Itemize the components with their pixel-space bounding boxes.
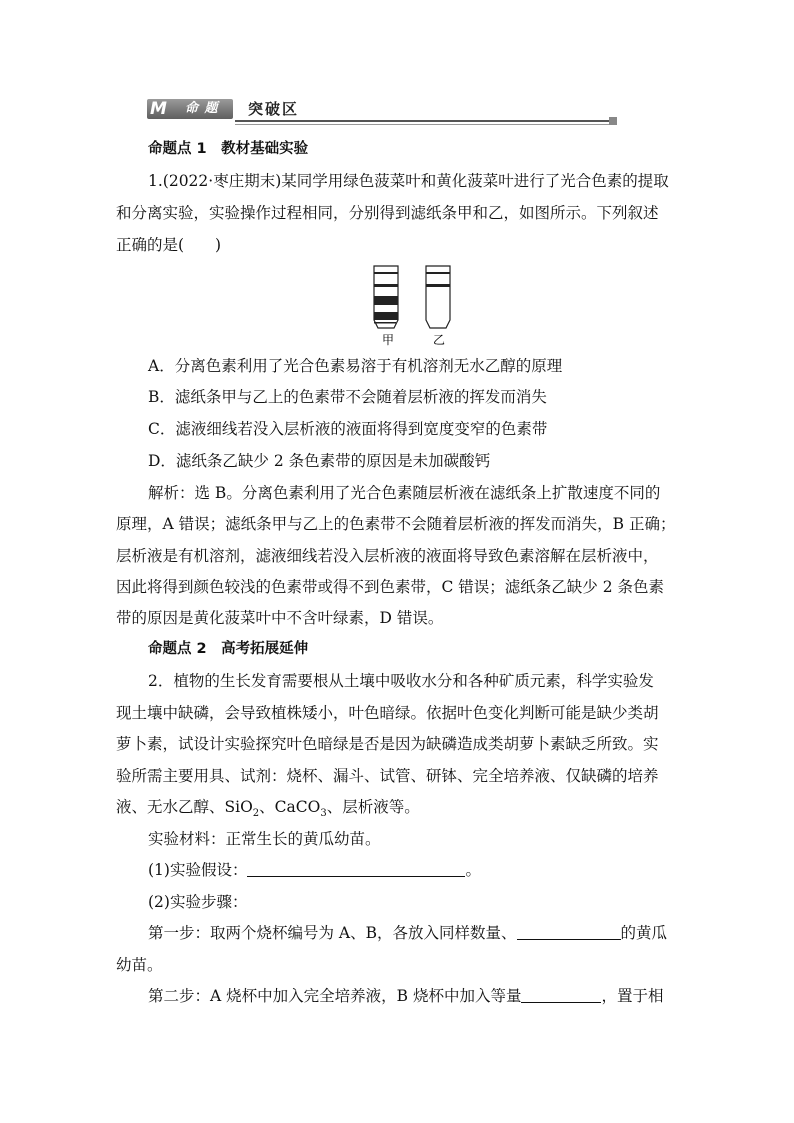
- q2-step1: [148, 922, 667, 944]
- q1-analysis-line4: 因此将得到颜色较浅的色素带或得不到色素带，C 错误；滤纸条乙缺少 2 条色素: [116, 578, 665, 596]
- step1-text-end: 的黄瓜: [620, 924, 668, 942]
- strip-jia: [374, 266, 398, 328]
- q2-hypothesis: [148, 859, 481, 881]
- banner-logo: [147, 99, 233, 119]
- q1-stem-line3: 正确的是( ): [116, 236, 222, 254]
- section-title: 突破区: [248, 100, 300, 118]
- step2-blank[interactable]: [521, 986, 601, 1003]
- caco3-text: 、CaCO: [259, 798, 321, 816]
- banner-rule: [235, 120, 609, 122]
- q2-stem-line5-start: 液、无水乙醇、SiO: [116, 798, 253, 816]
- step2-text-end: ，置于相: [601, 987, 664, 1005]
- q2-stem-line1: 2．植物的生长发育需要根从土壤中吸收水分和各种矿质元素，科学实验发: [148, 672, 654, 690]
- banner-rule-end: [609, 117, 617, 125]
- step1-text: 第一步：取两个烧杯编号为 A、B，各放入同样数量、: [148, 924, 517, 942]
- q2-stem-line4: 验所需主要用具、试剂：烧杯、漏斗、试管、研钵、完全培养液、仅缺磷的培养: [116, 767, 659, 785]
- q2-step2: [148, 985, 663, 1007]
- q1-option-a: A．分离色素利用了光合色素易溶于有机溶剂无水乙醇的原理: [148, 357, 563, 375]
- q1-analysis-line1: 解析：选 B。分离色素利用了光合色素随层析液在滤纸条上扩散速度不同的: [148, 484, 661, 502]
- hypothesis-label: (1)实验假设：: [148, 861, 248, 879]
- q1-figure: [370, 264, 454, 348]
- q2-steps-label: (2)实验步骤：: [148, 893, 248, 911]
- q1-stem-line2: 和分离实验，实验操作过程相同，分别得到滤纸条甲和乙，如图所示。下列叙述: [116, 204, 659, 222]
- q1-stem-line1: 1.(2022·枣庄期末)某同学用绿色菠菜叶和黄化菠菜叶进行了光合色素的提取: [148, 172, 669, 190]
- banner-logo-word: 命 题: [185, 101, 219, 116]
- figure-label-jia: 甲: [382, 333, 395, 347]
- section-banner: [147, 96, 472, 128]
- hypothesis-blank[interactable]: [247, 860, 465, 877]
- hypothesis-end: 。: [465, 861, 481, 879]
- step1-blank[interactable]: [517, 923, 621, 940]
- q1-option-c: C．滤液细线若没入层析液的液面将得到宽度变窄的色素带: [148, 420, 548, 438]
- step2-text: 第二步：A 烧杯中加入完全培养液，B 烧杯中加入等量: [148, 987, 522, 1005]
- point1-heading: 命题点 1 教材基础实验: [148, 141, 309, 157]
- q1-analysis-line3: 层析液是有机溶剂，滤液细线若没入层析液的液面将导致色素溶解在层析液中，: [116, 547, 659, 565]
- point2-heading: 命题点 2 高考拓展延伸: [148, 641, 309, 657]
- q2-stem-line2: 现土壤中缺磷，会导致植株矮小，叶色暗绿。依据叶色变化判断可能是缺少类胡: [116, 704, 659, 722]
- q1-analysis-line2: 原理，A 错误；滤纸条甲与乙上的色素带不会随着层析液的挥发而消失，B 正确；: [116, 515, 676, 533]
- q2-stem-line3: 萝卜素，试设计实验探究叶色暗绿是否是因为缺磷造成类胡萝卜素缺乏所致。实: [116, 735, 659, 753]
- q2-stem-line5-end: 、层析液等。: [326, 798, 420, 816]
- q2-step1-cont: 幼苗。: [116, 956, 163, 974]
- q1-option-b: B．滤纸条甲与乙上的色素带不会随着层析液的挥发而消失: [148, 388, 547, 406]
- q2-material: 实验材料：正常生长的黄瓜幼苗。: [148, 830, 381, 848]
- q1-analysis-line5: 带的原因是黄化菠菜叶中不含叶绿素，D 错误。: [116, 609, 444, 627]
- banner-logo-letter: M: [150, 99, 168, 119]
- sio2-subscript: 2: [252, 808, 260, 820]
- figure-label-yi: 乙: [433, 333, 446, 347]
- caco3-subscript: 3: [320, 808, 327, 820]
- banner-rule-thin: [235, 124, 609, 125]
- q1-option-d: D．滤纸条乙缺少 2 条色素带的原因是未加碳酸钙: [148, 452, 491, 470]
- paper-strips-svg: [370, 264, 454, 348]
- strip-yi: [426, 266, 450, 328]
- q2-stem-line5: [116, 796, 420, 825]
